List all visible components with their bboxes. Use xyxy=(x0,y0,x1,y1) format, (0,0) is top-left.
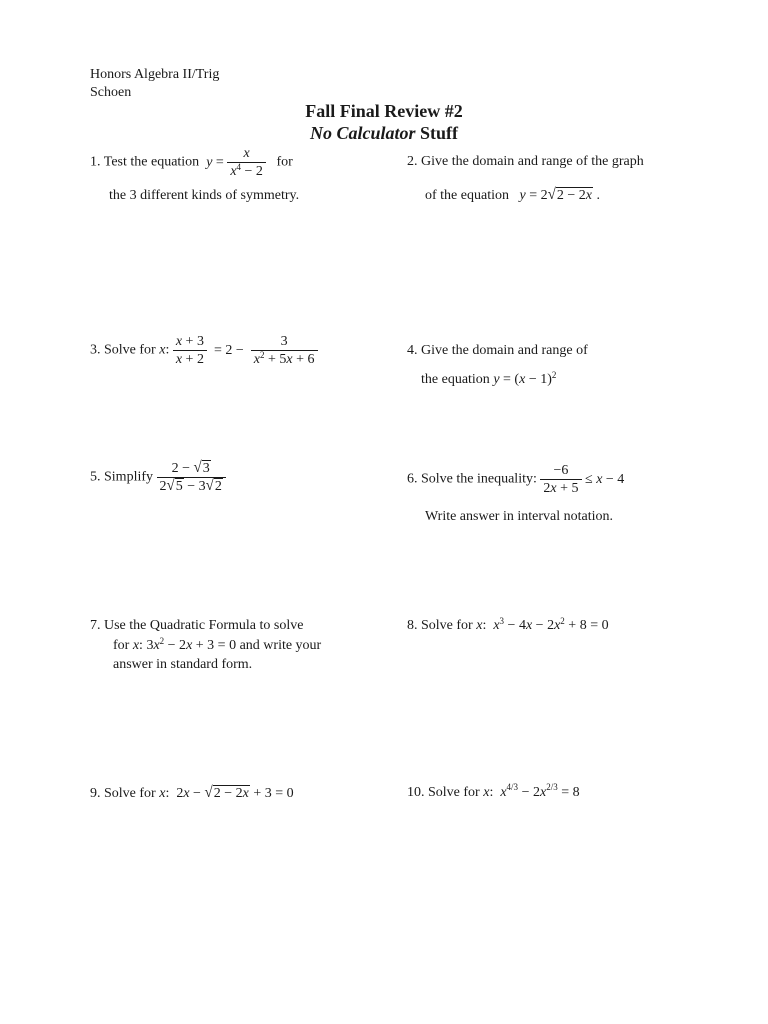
problem-3-lead: 3. Solve for x: xyxy=(90,342,170,358)
problem-3 xyxy=(90,333,318,368)
problem-8: 8. Solve for x: $x^3 - 4x - 2x^2 + 8 = 0$ xyxy=(407,616,609,633)
problem-4-line2: the equation $y = (x - 1)^2$ xyxy=(421,370,557,387)
problem-2-expression: y = 2√2 − 2x . xyxy=(519,186,600,204)
problem-1 xyxy=(90,145,293,180)
problem-9: 9. Solve for x: 2x − √2 − 2x + 3 = 0 xyxy=(90,784,294,802)
problem-5-lead: 5. Simplify xyxy=(90,469,154,485)
problem-6-line2: Write answer in interval notation. xyxy=(425,509,613,524)
problem-5-expression xyxy=(157,459,226,495)
problem-4-line1: 4. Give the domain and range of xyxy=(407,343,588,358)
problem-10: 10. Solve for x: $x^{4/3} - 2x^{2/3} = 8$ xyxy=(407,782,580,800)
problem-1-tail: for xyxy=(276,154,293,170)
course-name: Honors Algebra II/Trig xyxy=(90,67,220,82)
problem-2-line1: 2. Give the domain and range of the graph xyxy=(407,154,644,169)
problem-6 xyxy=(407,462,624,497)
problem-5 xyxy=(90,460,226,495)
problem-3-lhs-fraction: $\frac{x + 3}{x + 2}$ xyxy=(173,333,207,368)
problem-2-lead: of the equation xyxy=(425,188,509,203)
problem-2-line2 xyxy=(425,186,600,205)
problem-9-equation: 2x − √2 − 2x + 3 = 0 xyxy=(176,784,294,802)
subtitle-italic: No Calculator xyxy=(309,123,416,143)
problem-3-equation: $\frac{x + 3}{x + 2}$ = 2 − $\frac{3}{x^2 + 5x + 6}$ xyxy=(173,343,318,358)
problem-8-equation: $x^3 - 4x - 2x^2 + 8 = 0$ xyxy=(493,616,609,633)
problem-6-lead: 6. Solve the inequality: xyxy=(407,471,537,487)
page-title: Fall Final Review #2 xyxy=(305,101,463,121)
problem-7-line3: answer in standard form. xyxy=(113,657,253,672)
problem-10-equation: $x^{4/3} - 2x^{2/3} = 8$ xyxy=(500,782,580,800)
problem-6-fraction: $\frac{-6}{2x + 5}$ xyxy=(540,462,581,497)
problem-1-fraction: $\frac{x}{x^4 - 2}$ xyxy=(227,145,266,180)
problem-6-expression: $\frac{-6}{2x + 5}$ ≤ x − 4 xyxy=(540,472,624,487)
subtitle-rest: Stuff xyxy=(420,123,459,143)
problem-1-line2: the 3 different kinds of symmetry. xyxy=(109,188,300,203)
problem-1-expression: y = $\frac{x}{x^4 - 2}$ xyxy=(203,155,270,170)
page-subtitle xyxy=(0,123,768,144)
problem-7-line2: for x: $3x^2 - 2x + 3 = 0$ and write your xyxy=(113,636,322,653)
problem-7-line1: 7. Use the Quadratic Formula to solve xyxy=(90,618,304,633)
problem-3-rhs-fraction: $\frac{3}{x^2 + 5x + 6}$ xyxy=(251,333,318,368)
teacher-name: Schoen xyxy=(90,85,132,100)
problem-1-lead: 1. Test the equation xyxy=(90,154,200,170)
problem-5-fraction: $\frac{2 - √3}{2√5 - 3√2}$ xyxy=(157,460,226,495)
